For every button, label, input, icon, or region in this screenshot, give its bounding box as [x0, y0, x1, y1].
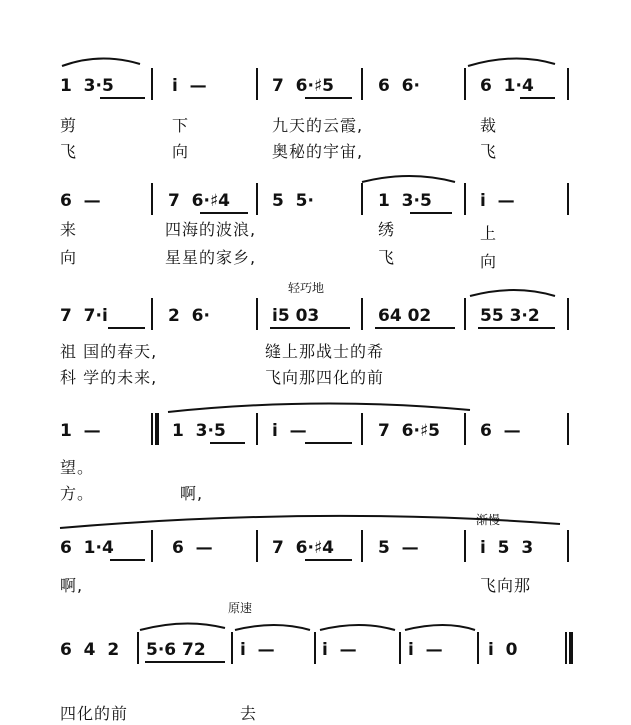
measure: 6 — [172, 538, 213, 558]
lyric-verse2: 啊, [180, 484, 204, 503]
lyric-verse1: 上 [480, 224, 498, 243]
measure: 5 5· [272, 191, 314, 211]
lyric-verse1: 四化的前 [60, 704, 129, 723]
measure: i 0 [488, 640, 518, 660]
lyric-verse1: 来 [60, 220, 78, 239]
lyric-verse1: 飞向那 [480, 576, 532, 595]
lyric-verse1: 去 [240, 704, 258, 723]
expression-ritardando: 渐慢 [476, 513, 501, 527]
expression-a-tempo: 原速 [228, 601, 253, 615]
lyric-verse2: 飞 [480, 142, 498, 161]
measure: 5·6 72 [146, 640, 206, 660]
lyric-verse2: 奥秘的宇宙, [272, 142, 364, 161]
measure: i5 03 [272, 306, 320, 326]
lyric-verse2: 科 学的未来, [60, 368, 158, 387]
lyric-verse2: 向 [172, 142, 190, 161]
lyric-verse1: 裁 [480, 116, 498, 135]
measure: 1 — [60, 421, 101, 441]
lyric-verse2: 方。 [60, 484, 95, 503]
measure: 5 — [378, 538, 419, 558]
measure: i — [272, 421, 307, 441]
lyric-verse1: 四海的波浪, [165, 220, 257, 239]
measure: 1 3·5 [60, 76, 114, 96]
measure: i — [408, 640, 443, 660]
measure: 7 6·♯4 [272, 538, 335, 558]
expression-light: 轻巧地 [288, 281, 325, 295]
lyric-verse1: 剪 [60, 116, 78, 135]
measure: 55 3·2 [480, 306, 540, 326]
measure: 6 6· [378, 76, 420, 96]
lyric-verse2: 飞向那四化的前 [265, 368, 385, 387]
lyric-verse1: 下 [172, 116, 190, 135]
measure: 6 1·4 [60, 538, 114, 558]
measure: 6 — [480, 421, 521, 441]
lyric-verse2: 向 [60, 248, 78, 267]
lyric-verse1: 啊, [60, 576, 84, 595]
measure: i — [322, 640, 357, 660]
measure: 7 6·♯4 [168, 191, 231, 211]
measure: 2 6· [168, 306, 210, 326]
measure: i — [172, 76, 207, 96]
lyric-verse2: 飞 [378, 248, 396, 267]
measure: 6 4 2 [60, 640, 120, 660]
measure: 7 6·♯5 [378, 421, 441, 441]
measure: i 5 3 [480, 538, 534, 558]
lyric-verse1: 望。 [60, 458, 95, 477]
lyric-verse2: 飞 [60, 142, 78, 161]
measure: 1 3·5 [378, 191, 432, 211]
measure: 7 6·♯5 [272, 76, 335, 96]
measure: 64 02 [378, 306, 432, 326]
measure: i — [240, 640, 275, 660]
lyric-verse2: 星星的家乡, [165, 248, 257, 267]
lyric-verse1: 绣 [378, 220, 396, 239]
lyric-verse2: 向 [480, 252, 498, 271]
lyric-verse1: 祖 国的春天, [60, 342, 158, 361]
measure: 7 7·i [60, 306, 108, 326]
measure: 6 — [60, 191, 101, 211]
lyric-verse1: 九天的云霞, [272, 116, 364, 135]
lyric-verse1: 缝上那战士的希 [265, 342, 385, 361]
measure: 1 3·5 [172, 421, 226, 441]
measure: 6 1·4 [480, 76, 534, 96]
measure: i — [480, 191, 515, 211]
